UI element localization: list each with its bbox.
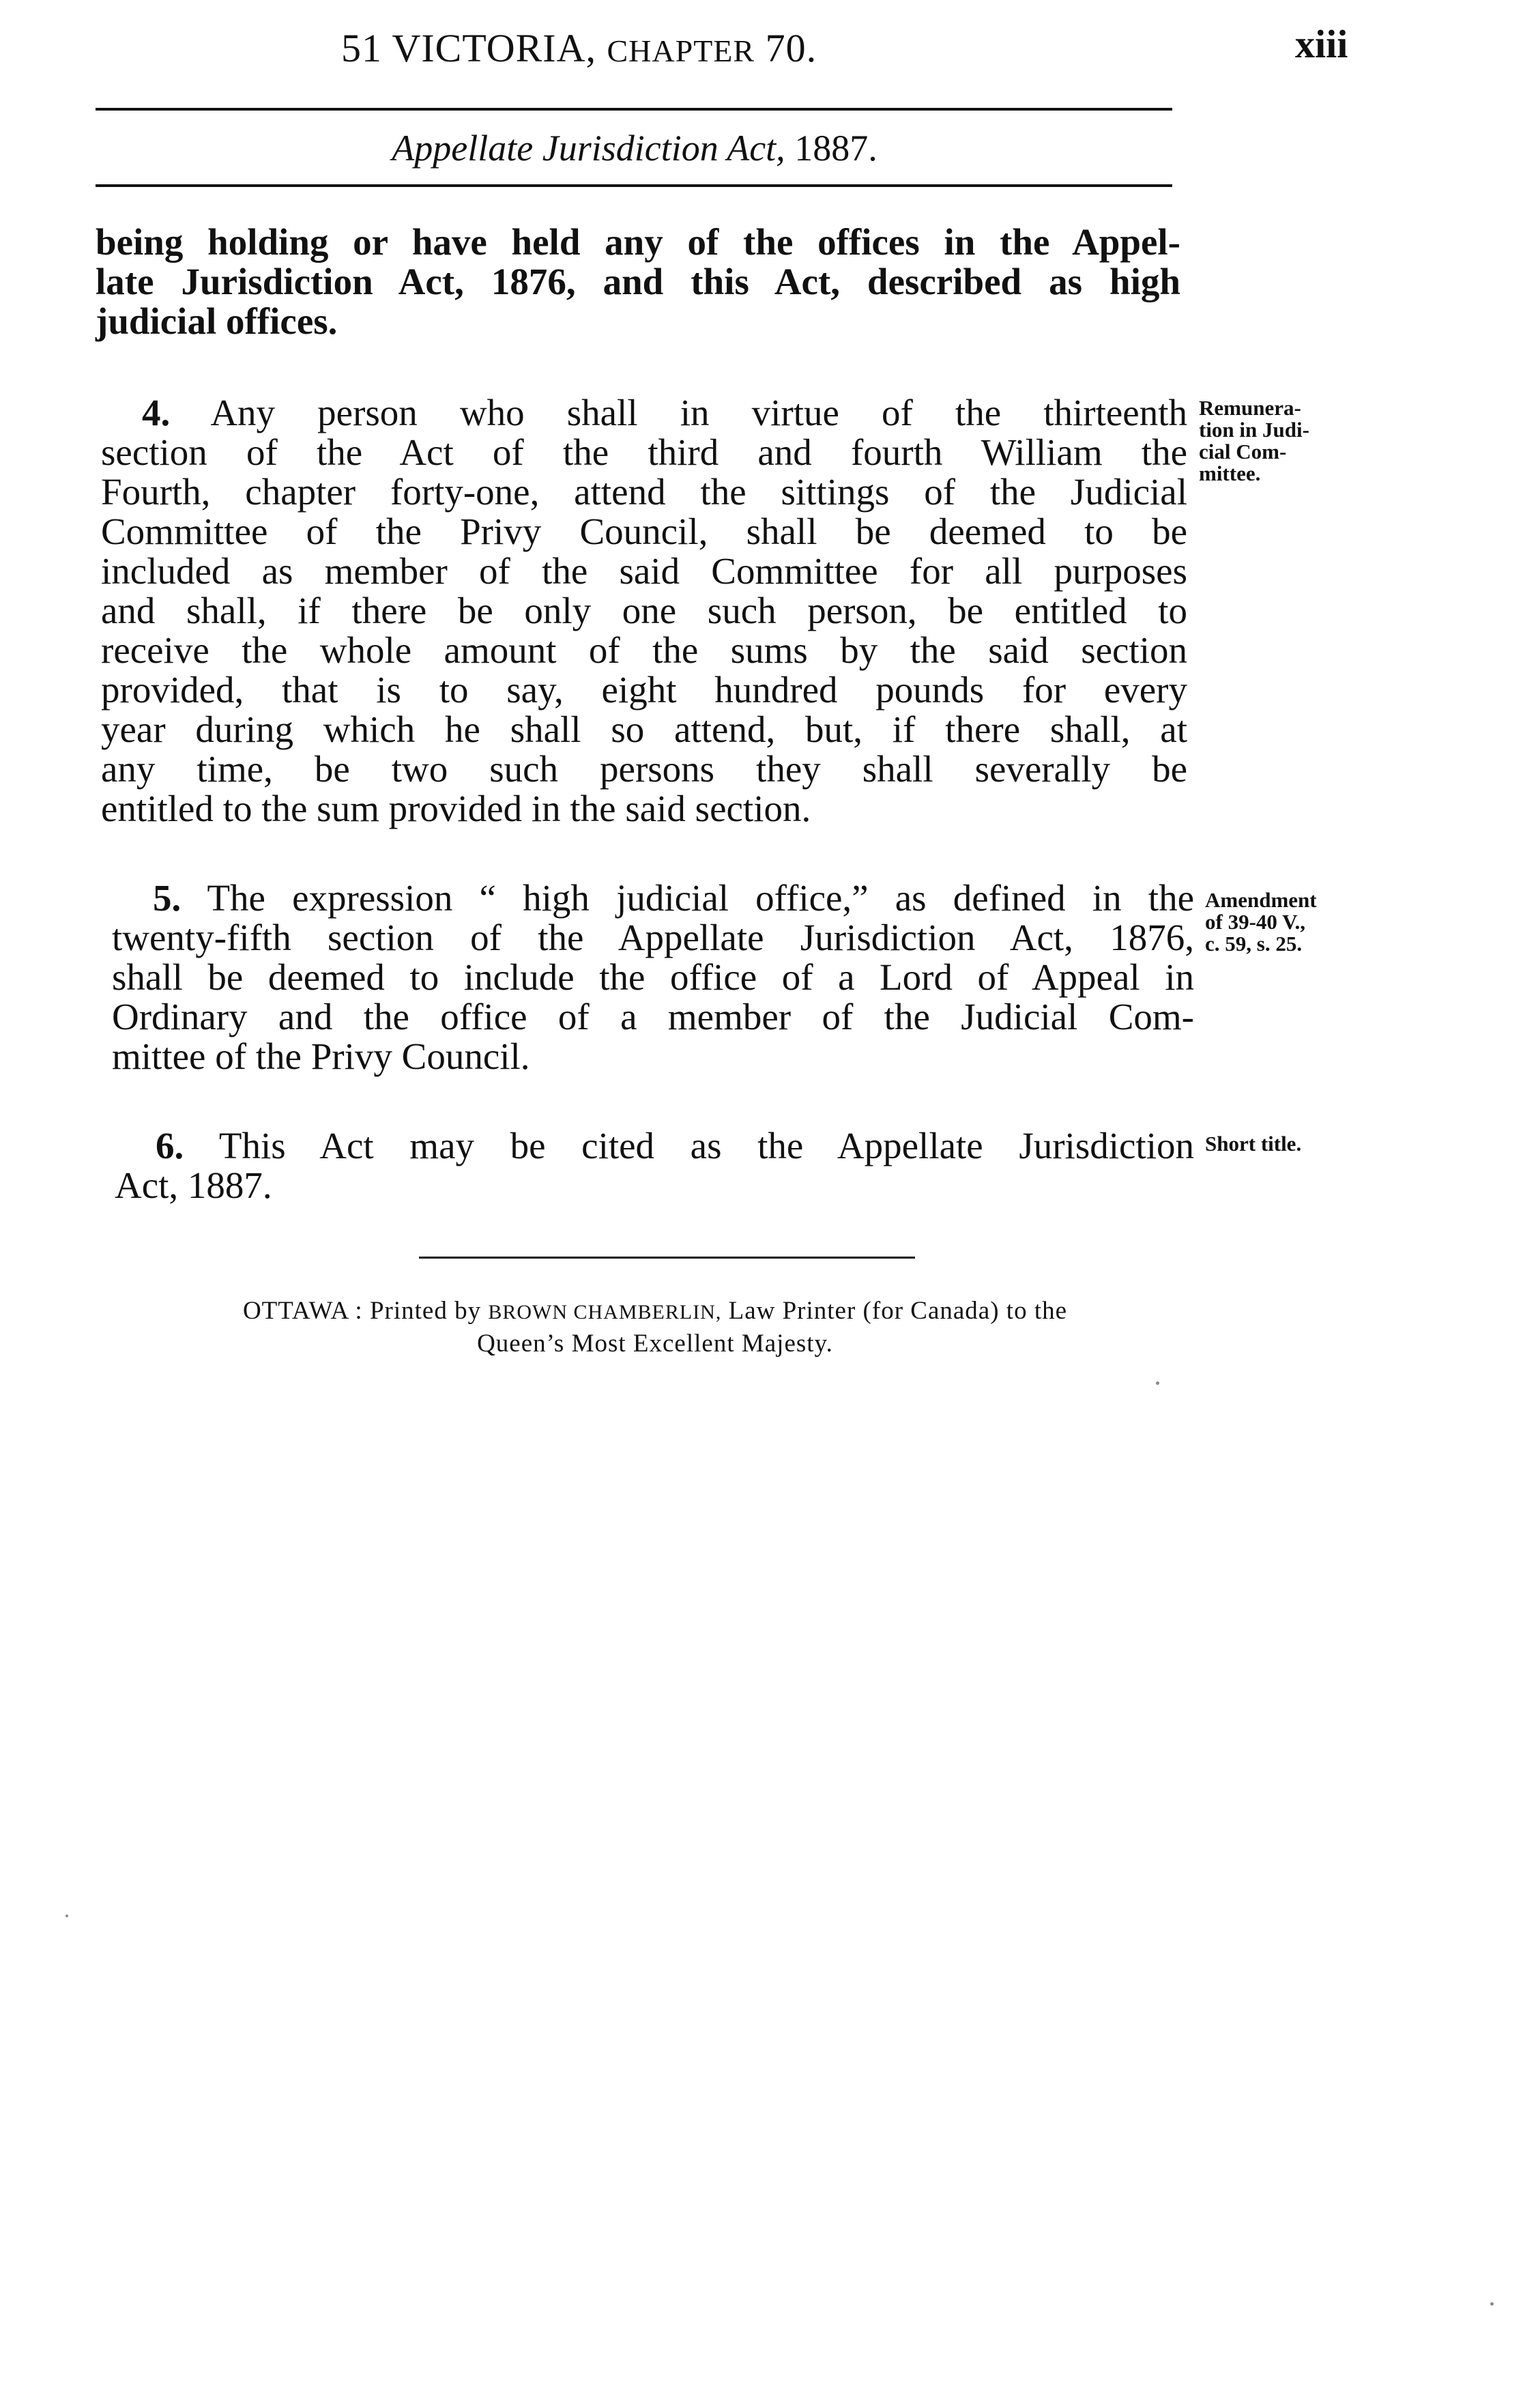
paragraph-line: receive the whole amount of the sums by the said section xyxy=(101,629,1187,671)
marginal-note-line: Remunera- xyxy=(1199,396,1301,420)
marginal-note-remuneration xyxy=(1199,397,1309,485)
imprint-suffix: Law Printer (for Canada) to the xyxy=(721,1297,1068,1325)
imprint-printer-name: BROWN CHAMBERLIN, xyxy=(488,1301,722,1323)
paragraph-line: Ordinary and the office of a member of the Judicial Com- xyxy=(112,996,1194,1037)
paragraph-line: shall be deemed to include the office of a Lord of Appeal in xyxy=(112,956,1194,998)
marginal-note-line: Short title. xyxy=(1205,1132,1302,1156)
imprint-line xyxy=(96,1295,1215,1328)
paragraph-line: Committee of the Privy Council, shall be deemed to be xyxy=(101,511,1187,552)
running-title-chapter: CHAPTER xyxy=(607,33,755,68)
paragraph-line: twenty-fifth section of the Appellate Jurisdiction Act, 1876, xyxy=(112,917,1194,958)
imprint-line: Queen’s Most Excellent Majesty. xyxy=(477,1330,833,1358)
paragraph-line: year during which he shall so attend, but, if there shall, at xyxy=(101,708,1187,750)
marginal-note-amendment xyxy=(1205,889,1317,955)
paragraph-line: mittee of the Privy Council. xyxy=(112,1035,530,1077)
imprint-prefix: OTTAWA : Printed by xyxy=(242,1297,489,1325)
running-title xyxy=(341,25,955,75)
marginal-note-short-title xyxy=(1205,1133,1301,1155)
marginal-note-line: cial Com- xyxy=(1199,440,1287,463)
paragraph-line-text: Any person who shall in virtue of the thirteenth xyxy=(210,392,1187,433)
page-number: xiii xyxy=(1295,22,1348,66)
marginal-note-line: tion in Judi- xyxy=(1199,418,1309,442)
section-4-paragraph xyxy=(101,393,1187,829)
act-subtitle xyxy=(96,126,1174,171)
printer-imprint xyxy=(96,1295,1215,1360)
paragraph-line: provided, that is to say, eight hundred pounds for every xyxy=(101,669,1187,711)
section-number: 6. xyxy=(156,1125,184,1166)
marginal-note-line: c. 59, s. 25. xyxy=(1205,932,1303,956)
scan-speck xyxy=(1156,1381,1159,1385)
marginal-note-line: Amendment xyxy=(1205,888,1317,912)
section-number: 4. xyxy=(142,392,171,433)
paragraph-line: being holding or have held any of the offices in the Appel- xyxy=(96,221,1180,263)
imprint-rule xyxy=(419,1257,915,1259)
header-rule-bottom xyxy=(96,184,1172,187)
paragraph-line: entitled to the sum provided in the said section. xyxy=(101,788,811,829)
paragraph-line-text: The expression “ high judicial office,” as defined in the xyxy=(207,877,1194,919)
paragraph-line: Act, 1887. xyxy=(115,1164,272,1206)
paragraph-line: judicial offices. xyxy=(96,300,338,342)
continuation-paragraph xyxy=(96,223,1180,341)
paragraph-line: section of the Act of the third and fourth William the xyxy=(101,431,1187,473)
running-title-suffix: 70. xyxy=(755,26,817,70)
scan-speck xyxy=(1490,2302,1494,2306)
paragraph-line: any time, be two such persons they shall severally be xyxy=(101,748,1187,790)
scan-speck xyxy=(66,1915,68,1917)
section-6-paragraph xyxy=(115,1126,1194,1205)
marginal-note-line: mittee. xyxy=(1199,461,1261,485)
paragraph-line xyxy=(101,393,1187,433)
marginal-note-line: of 39-40 V., xyxy=(1205,910,1305,934)
section-5-paragraph xyxy=(112,878,1194,1076)
paragraph-line-text: This Act may be cited as the Appellate Jurisdiction xyxy=(218,1125,1194,1166)
paragraph-line xyxy=(115,1126,1194,1166)
paragraph-line: late Jurisdiction Act, 1876, and this Act, described as high xyxy=(96,261,1180,302)
paragraph-line: and shall, if there be only one such person, be entitled to xyxy=(101,590,1187,631)
paragraph-line: Fourth, chapter forty-one, attend the sittings of the Judicial xyxy=(101,471,1187,513)
act-subtitle-italic: Appellate Jurisdiction Act, xyxy=(392,128,785,169)
act-subtitle-year: 1887. xyxy=(794,128,877,169)
section-number: 5. xyxy=(153,877,182,919)
running-title-prefix: 51 VICTORIA, xyxy=(341,26,607,70)
paragraph-line: included as member of the said Committee for all purposes xyxy=(101,550,1187,592)
header-rule-top xyxy=(96,108,1172,111)
paragraph-line xyxy=(112,878,1194,918)
